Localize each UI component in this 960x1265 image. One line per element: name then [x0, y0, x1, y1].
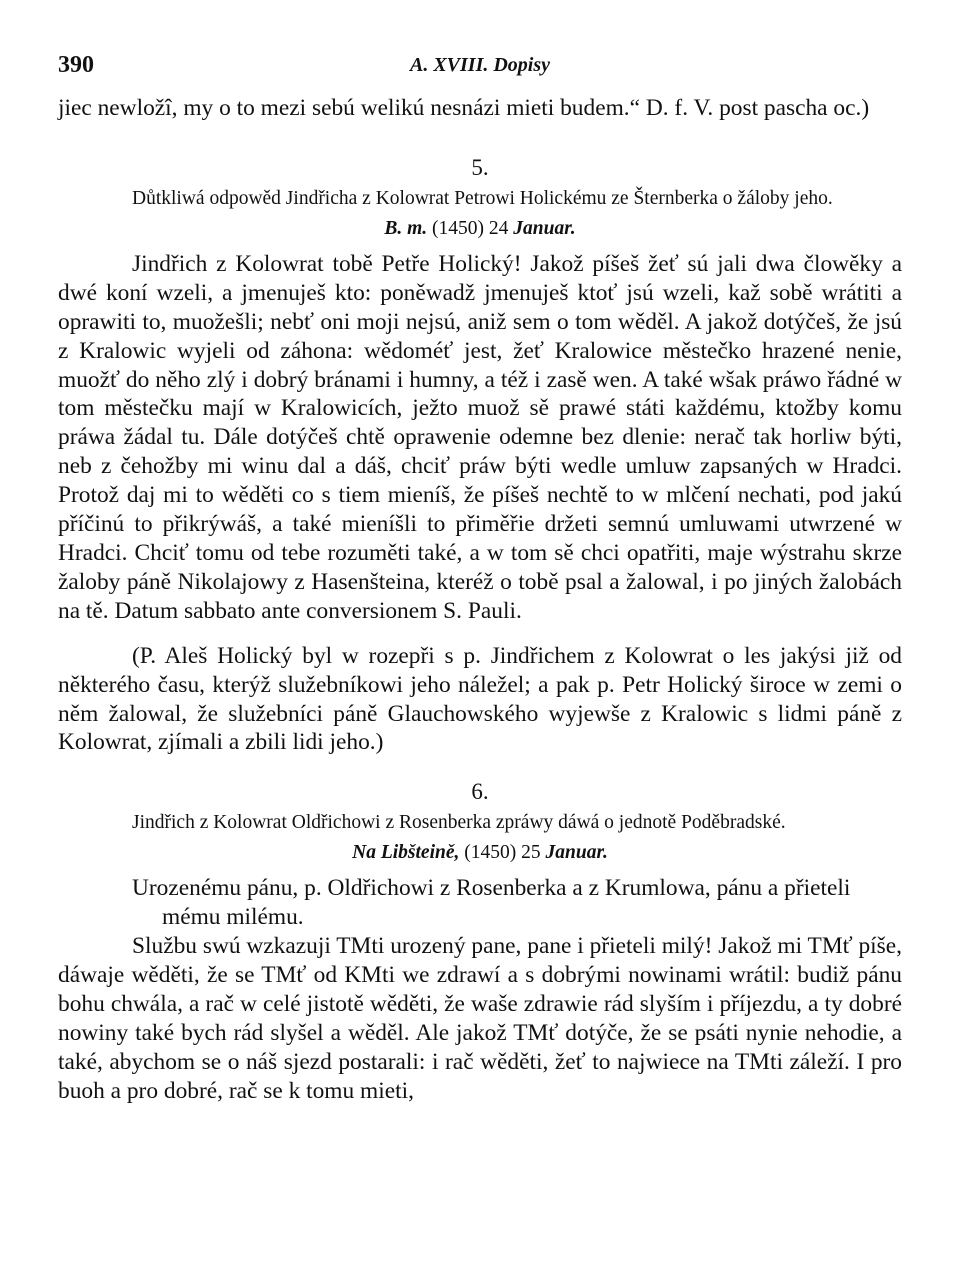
- letter-text: Jindřich z Kolowrat tobě Petře Holický! Jakož píšeš žeť sú jali dwa člowěky a dwé koní wzeli, a jmenuješ kto: poněwadž jmenuješ ktoť jsú wzeli, kaž sobě wrátiti a oprawiti to, muožešli; nebť oni moji nejsú, aniž sem o tom wěděl. A jakož dotýčeš, že jsú z Kralowic wyjeli od záhona: wědoméť jest, žeť Kralowice městečko hrazené nenie, muožť do něho zlý i dobrý bránami i humny, a též i zasě wen. A také wšak práwo řádné w tom městečku mají w Kralowicích, ježto muož sě prawé státi každému, ktožby komu práwa žádal tu. Dále dotýčeš chtě oprawenie odemne bez dlenie: nerač tak horliw býti, neb z čehožby mi winu dal a dáš, chciť práw býti wedle umluw zapsaných w Hradci. Protož daj mi to wěděti co s tiem mieníš, že píšeš nechtě to w mlčení nechati, pod jakú příčinú to přikrýwáš, a také mieníšli to přiměřie držeti semnú umluwami utwrzené w Hradci. Chciť tomu od tebe rozuměti také, a w tom sě chci opatřiti, maje wýstrahu skrze žaloby páně Nikolajowy z Hasenšteina, kteréž o tobě psal a žalowal, i po jiných žalobách na tě. Datum sabbato ante conversionem S. Pauli.: [58, 250, 902, 624]
- section-number: 5.: [471, 154, 489, 180]
- page-header: [58, 52, 902, 82]
- letter-address: Urozenému pánu, p. Oldřichowi z Rosenberka a z Krumlowa, pánu a přieteli mému milému.: [132, 875, 851, 931]
- page-body: [58, 94, 902, 1106]
- page-number: 390: [58, 52, 94, 78]
- dateline-year: (1450) 24: [427, 217, 514, 239]
- section-6: [58, 779, 902, 1105]
- dateline-place: Na Libšteině,: [352, 842, 460, 864]
- running-title: A. XVIII. Dopisy: [409, 54, 551, 76]
- section-regest: Důtkliwá odpowěd Jindřicha z Kolowrat Petrowi Holickému ze Šternberka o žáloby jeho.: [132, 187, 833, 209]
- dateline-month: Januar.: [513, 217, 576, 239]
- section-dateline: [58, 216, 902, 242]
- dateline-month: Januar.: [545, 842, 608, 864]
- editor-note: (P. Aleš Holický byl w rozepři s p. Jindřichem z Kolowrat o les jakýsi již od některého času, kterýž služebníkowi jeho náležel; a pak p. Petr Holický široce w zemi o něm žalowal, že služebníci páně Glauchowského wyjewše z Kralowic s lidmi páně z Kolowrat, zjímali a zbili lidi jeho.): [58, 642, 902, 756]
- dateline-year: (1450) 25: [459, 842, 546, 864]
- section-regest: Jindřich z Kolowrat Oldřichowi z Rosenberka zpráwy dáwá o jednotě Poděbradské.: [132, 812, 786, 834]
- section-dateline: [58, 840, 902, 866]
- section-5: [58, 155, 902, 757]
- dateline-place: B. m.: [384, 217, 428, 239]
- continuation-paragraph: jiec newložî, my o to mezi sebú welikú nesnázi mieti budem.“ D. f. V. post pascha oc.): [58, 95, 870, 121]
- letter-text: Službu swú wzkazuji TMti urozený pane, pane i přieteli milý! Jakož mi TMť píše, dáwaje wěděti, že se TMť od KMti we zdrawí a s dobrými nowinami wrátil: budiž pánu bohu chwála, a rač w celé jistotě wěděti, že waše zdrawie rád slyším i příjezdu, a ty dobré nowiny také bych rád slyšel a wěděl. Ale jakož TMť dotýče, že se psáti nynie nehodie, a také, abychom se o náš sjezd postarali: i rač wěděti, žeť to najwiece na TMti záleží. I pro buoh a pro dobré, rač se k tomu mieti,: [58, 933, 902, 1104]
- section-number: 6.: [471, 779, 489, 805]
